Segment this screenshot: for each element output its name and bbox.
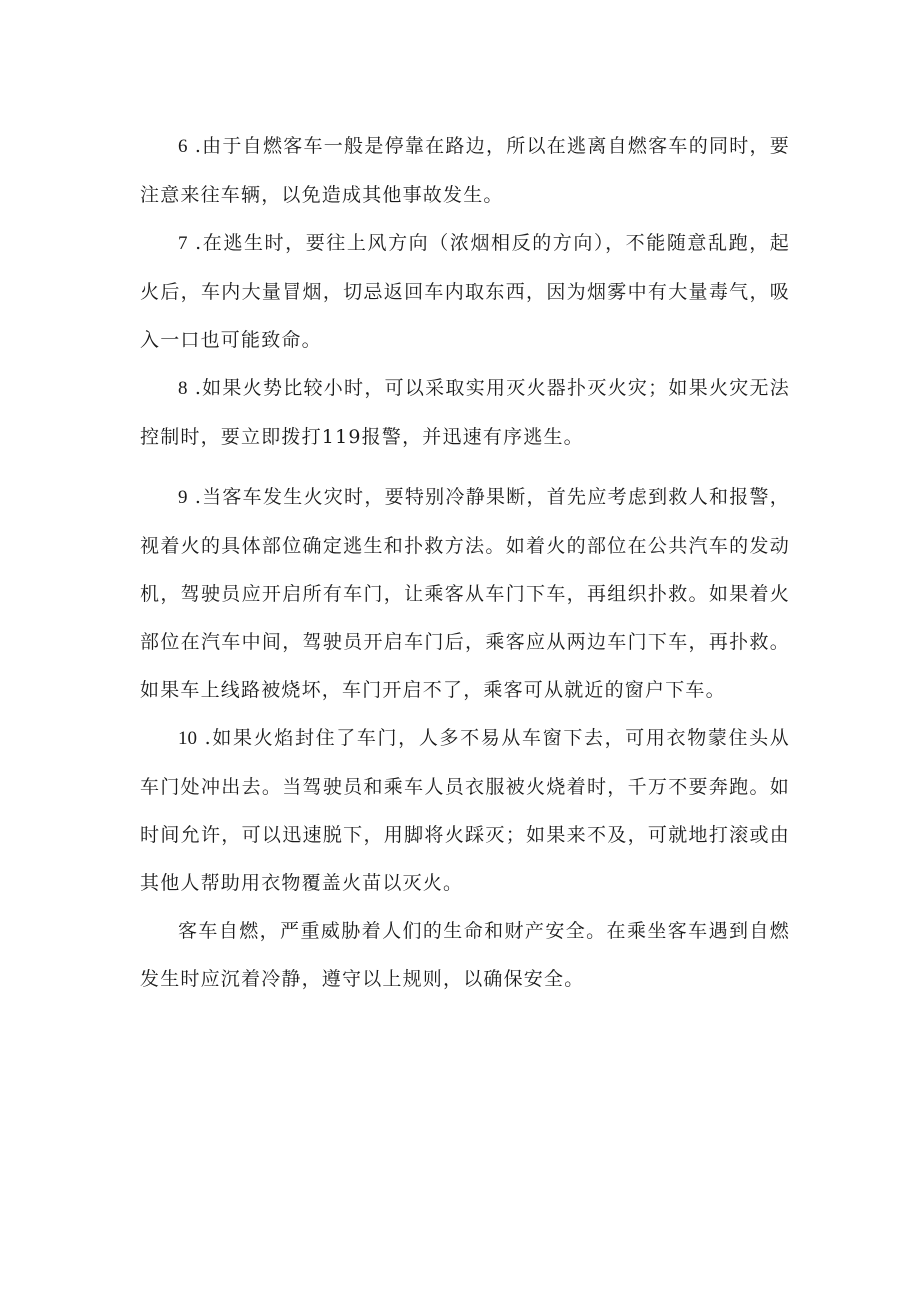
- document-body: [140, 122, 790, 1003]
- paragraph-item-9: [140, 473, 790, 714]
- paragraph-item-8: [140, 364, 790, 461]
- paragraph-text: .如果火焰封住了车门，人多不易从车窗下去，可用衣物蒙住头从车门处冲出去。当驾驶员和乘车人员衣服被火烧着时，千万不要奔跑。如时间允许，可以迅速脱下，用脚将火踩灭；如果来不及，可就地打滚或由其他人帮助用衣物覆盖火苗以灭火。: [140, 727, 790, 894]
- paragraph-text: .由于自燃客车一般是停靠在路边，所以在逃离自燃客车的同时，要注意来往车辆，以免造成其他事故发生。: [140, 135, 790, 206]
- paragraph-number: 6: [178, 136, 188, 157]
- paragraph-conclusion: [140, 907, 790, 1003]
- paragraph-text: .在逃生时，要往上风方向（浓烟相反的方向），不能随意乱跑，起火后，车内大量冒烟，切忌返回车内取东西，因为烟雾中有大量毒气，吸入一口也可能致命。: [140, 232, 790, 351]
- paragraph-number: 9: [178, 487, 188, 508]
- paragraph-item-6: [140, 122, 790, 219]
- paragraph-text: .当客车发生火灾时，要特别冷静果断，首先应考虑到救人和报警，视着火的具体部位确定逃生和扑救方法。如着火的部位在公共汽车的发动机，驾驶员应开启所有车门，让乘客从车门下车，再组织扑救。如果着火部位在汽车中间，驾驶员开启车门后，乘客应从两边车门下车，再扑救。如果车上线路被烧坏，车门开启不了，乘客可从就近的窗户下车。: [140, 486, 790, 701]
- paragraph-item-10: [140, 714, 790, 907]
- paragraph-text: 客车自燃，严重威胁着人们的生命和财产安全。在乘坐客车遇到自燃发生时应沉着冷静，遵守以上规则，以确保安全。: [140, 920, 790, 990]
- paragraph-item-7: [140, 219, 790, 364]
- paragraph-number: 7: [178, 233, 188, 254]
- paragraph-number: 8: [178, 378, 188, 399]
- paragraph-text: .如果火势比较小时，可以采取实用灭火器扑灭火灾；如果火灾无法控制时，要立即拨打119报警，并迅速有序逃生。: [140, 377, 790, 448]
- paragraph-number: 10: [178, 728, 197, 749]
